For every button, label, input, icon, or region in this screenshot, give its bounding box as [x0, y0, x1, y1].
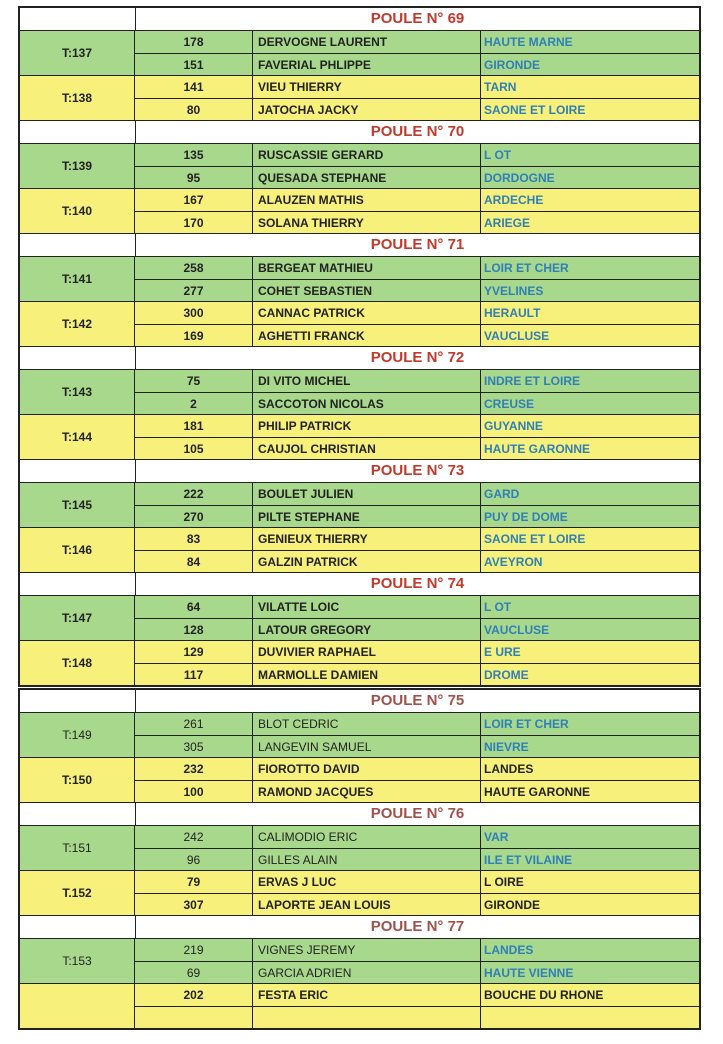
table-group	[20, 984, 699, 1028]
player-row	[135, 211, 699, 233]
player-department: E URE	[484, 645, 521, 659]
player-row	[135, 641, 699, 663]
player-row	[135, 279, 699, 301]
poule-title: POULE N° 71	[370, 236, 465, 253]
header-blank-cell	[20, 690, 136, 712]
header-blank-cell	[20, 234, 136, 256]
poule-header	[20, 690, 699, 713]
poule-header	[20, 803, 699, 826]
player-row	[135, 939, 699, 961]
player-rows	[135, 758, 699, 802]
player-name: BOULET JULIEN	[253, 483, 481, 505]
player-row	[135, 848, 699, 870]
player-department: SAONE ET LOIRE	[484, 532, 586, 546]
player-number: 100	[135, 781, 253, 802]
table-number: T:148	[20, 641, 135, 685]
player-name: FIOROTTO DAVID	[253, 758, 481, 780]
player-row	[135, 528, 699, 550]
header-blank-cell	[20, 347, 136, 369]
player-number: 96	[135, 849, 253, 870]
player-rows	[135, 713, 699, 757]
player-number: 181	[135, 415, 253, 437]
poule-title: POULE N° 73	[370, 462, 465, 479]
player-number: 141	[135, 76, 253, 98]
table-group	[20, 483, 699, 528]
player-row	[135, 166, 699, 188]
table-number: T:146	[20, 528, 135, 572]
player-row	[135, 53, 699, 75]
player-name: PILTE STEPHANE	[253, 506, 481, 527]
player-row	[135, 392, 699, 414]
player-name: LANGEVIN SAMUEL	[253, 736, 481, 757]
player-name: SOLANA THIERRY	[253, 212, 481, 233]
table-group	[20, 939, 699, 984]
player-number: 258	[135, 257, 253, 279]
table-number: T:137	[20, 31, 135, 75]
poule-header	[20, 234, 699, 257]
player-number: 80	[135, 99, 253, 120]
player-name: VILATTE LOIC	[253, 596, 481, 618]
player-row	[135, 735, 699, 757]
table-group	[20, 826, 699, 871]
player-name: GILLES ALAIN	[253, 849, 481, 870]
table-number	[20, 984, 135, 1028]
player-rows	[135, 984, 699, 1028]
player-name: DI VITO MICHEL	[253, 370, 481, 392]
poule-title: POULE N° 69	[370, 10, 465, 27]
player-department: GARD	[484, 487, 520, 501]
player-name: GENIEUX THIERRY	[253, 528, 481, 550]
player-name: VIEU THIERRY	[253, 76, 481, 98]
player-number: 169	[135, 325, 253, 346]
player-rows	[135, 871, 699, 915]
player-number: 135	[135, 144, 253, 166]
player-name: AGHETTI FRANCK	[253, 325, 481, 346]
table-group	[20, 302, 699, 347]
poule-header	[20, 460, 699, 483]
header-blank-cell	[20, 803, 136, 825]
player-row	[135, 144, 699, 166]
table-number: T:144	[20, 415, 135, 459]
table-group	[20, 758, 699, 803]
table-group	[20, 713, 699, 758]
player-department: DORDOGNE	[484, 171, 555, 185]
player-department: CREUSE	[484, 397, 535, 411]
player-number: 178	[135, 31, 253, 53]
player-department: PUY DE DOME	[484, 510, 568, 524]
player-row	[135, 663, 699, 685]
table-number: T:140	[20, 189, 135, 233]
player-number: 64	[135, 596, 253, 618]
table-group	[20, 257, 699, 302]
player-number: 79	[135, 871, 253, 893]
player-name: JATOCHA JACKY	[253, 99, 481, 120]
player-number: 307	[135, 894, 253, 915]
player-name: DERVOGNE LAURENT	[253, 31, 481, 53]
player-number: 2	[135, 393, 253, 414]
player-row	[135, 257, 699, 279]
player-row	[135, 826, 699, 848]
player-number: 128	[135, 619, 253, 640]
player-rows	[135, 826, 699, 870]
header-blank-cell	[20, 460, 136, 482]
header-blank-cell	[20, 573, 136, 595]
player-row	[135, 984, 699, 1006]
player-rows	[135, 257, 699, 301]
player-name: DUVIVIER RAPHAEL	[253, 641, 481, 663]
player-department: ILE ET VILAINE	[484, 853, 573, 867]
player-department: INDRE ET LOIRE	[484, 374, 581, 388]
player-department: LOIR ET CHER	[484, 261, 569, 275]
player-number: 69	[135, 962, 253, 983]
poule-title: POULE N° 74	[370, 575, 465, 592]
player-number: 75	[135, 370, 253, 392]
table-group	[20, 641, 699, 685]
player-number: 167	[135, 189, 253, 211]
player-row	[135, 596, 699, 618]
player-department: YVELINES	[484, 284, 544, 298]
player-row	[135, 1006, 699, 1028]
player-name: LAPORTE JEAN LOUIS	[253, 894, 481, 915]
player-row	[135, 961, 699, 983]
player-name: RUSCASSIE GERARD	[253, 144, 481, 166]
poule-title: POULE N° 70	[370, 123, 465, 140]
player-rows	[135, 76, 699, 120]
player-department: DROME	[484, 668, 529, 682]
table-number: T:147	[20, 596, 135, 640]
player-name: CAUJOL CHRISTIAN	[253, 438, 481, 459]
player-rows	[135, 31, 699, 75]
pool-sheet-2	[18, 688, 701, 1030]
poule-header	[20, 347, 699, 370]
player-number: 242	[135, 826, 253, 848]
player-department: ARDECHE	[484, 193, 544, 207]
player-department: AVEYRON	[484, 555, 543, 569]
player-number: 170	[135, 212, 253, 233]
table-group	[20, 76, 699, 121]
table-number: T:149	[20, 713, 135, 757]
player-row	[135, 505, 699, 527]
table-number: T:139	[20, 144, 135, 188]
player-number: 83	[135, 528, 253, 550]
player-number: 202	[135, 984, 253, 1006]
player-name	[253, 1007, 481, 1028]
player-department: LANDES	[484, 762, 534, 776]
player-name: LATOUR GREGORY	[253, 619, 481, 640]
player-department: VAR	[484, 830, 509, 844]
player-department: ARIEGE	[484, 216, 531, 230]
table-number: T:138	[20, 76, 135, 120]
table-number: T:145	[20, 483, 135, 527]
player-name: COHET SEBASTIEN	[253, 280, 481, 301]
player-department: HERAULT	[484, 306, 541, 320]
table-group	[20, 871, 699, 916]
player-name: GARCIA ADRIEN	[253, 962, 481, 983]
player-number: 95	[135, 167, 253, 188]
player-number: 129	[135, 641, 253, 663]
player-name: BLOT CEDRIC	[253, 713, 481, 735]
player-row	[135, 324, 699, 346]
player-department: LOIR ET CHER	[484, 717, 569, 731]
player-department: SAONE ET LOIRE	[484, 103, 586, 117]
table-number: T:142	[20, 302, 135, 346]
player-number: 300	[135, 302, 253, 324]
table-number: T:153	[20, 939, 135, 983]
player-rows	[135, 415, 699, 459]
player-department: HAUTE GARONNE	[484, 442, 591, 456]
player-department: BOUCHE DU RHONE	[484, 988, 604, 1002]
player-row	[135, 483, 699, 505]
player-number: 105	[135, 438, 253, 459]
player-row	[135, 189, 699, 211]
player-department: HAUTE VIENNE	[484, 966, 574, 980]
player-rows	[135, 596, 699, 640]
player-number: 277	[135, 280, 253, 301]
player-rows	[135, 641, 699, 685]
player-department: HAUTE GARONNE	[484, 785, 591, 799]
player-department: HAUTE MARNE	[484, 35, 573, 49]
player-department: GIRONDE	[484, 898, 541, 912]
player-department: VAUCLUSE	[484, 329, 550, 343]
player-number: 222	[135, 483, 253, 505]
player-number	[135, 1007, 253, 1028]
player-rows	[135, 528, 699, 572]
player-number: 219	[135, 939, 253, 961]
table-group	[20, 596, 699, 641]
player-department: NIEVRE	[484, 740, 529, 754]
player-row	[135, 415, 699, 437]
player-name: CALIMODIO ERIC	[253, 826, 481, 848]
player-name: ERVAS J LUC	[253, 871, 481, 893]
table-number: T.152	[20, 871, 135, 915]
player-row	[135, 98, 699, 120]
table-number: T:143	[20, 370, 135, 414]
player-rows	[135, 939, 699, 983]
player-name: MARMOLLE DAMIEN	[253, 664, 481, 685]
player-department: GUYANNE	[484, 419, 543, 433]
player-number: 270	[135, 506, 253, 527]
table-group	[20, 189, 699, 234]
player-name: RAMOND JACQUES	[253, 781, 481, 802]
player-row	[135, 618, 699, 640]
player-row	[135, 758, 699, 780]
table-group	[20, 528, 699, 573]
player-department: L OT	[484, 600, 512, 614]
table-group	[20, 31, 699, 76]
player-department: L OT	[484, 148, 512, 162]
player-name: CANNAC PATRICK	[253, 302, 481, 324]
poule-header	[20, 121, 699, 144]
player-name: PHILIP PATRICK	[253, 415, 481, 437]
player-number: 305	[135, 736, 253, 757]
player-number: 84	[135, 551, 253, 572]
player-number: 232	[135, 758, 253, 780]
player-department: TARN	[484, 80, 517, 94]
player-department: LANDES	[484, 943, 534, 957]
table-group	[20, 370, 699, 415]
player-department: L OIRE	[484, 875, 524, 889]
player-row	[135, 780, 699, 802]
player-row	[135, 871, 699, 893]
table-number: T:151	[20, 826, 135, 870]
poule-header	[20, 916, 699, 939]
table-number: T:141	[20, 257, 135, 301]
player-rows	[135, 144, 699, 188]
player-row	[135, 76, 699, 98]
player-number: 151	[135, 54, 253, 75]
player-name: VIGNES JEREMY	[253, 939, 481, 961]
poule-header	[20, 8, 699, 31]
player-name: ALAUZEN MATHIS	[253, 189, 481, 211]
player-rows	[135, 302, 699, 346]
player-number: 261	[135, 713, 253, 735]
poule-title: POULE N° 76	[370, 805, 465, 822]
table-number: T:150	[20, 758, 135, 802]
pool-sheet-1	[18, 6, 701, 687]
player-row	[135, 713, 699, 735]
player-name: SACCOTON NICOLAS	[253, 393, 481, 414]
player-department	[481, 1007, 699, 1028]
player-row	[135, 550, 699, 572]
player-row	[135, 437, 699, 459]
player-name: FESTA ERIC	[253, 984, 481, 1006]
poule-header	[20, 573, 699, 596]
poule-title: POULE N° 75	[370, 692, 465, 709]
player-row	[135, 302, 699, 324]
table-group	[20, 144, 699, 189]
player-name: BERGEAT MATHIEU	[253, 257, 481, 279]
player-row	[135, 893, 699, 915]
header-blank-cell	[20, 121, 136, 143]
player-name: GALZIN PATRICK	[253, 551, 481, 572]
player-name: QUESADA STEPHANE	[253, 167, 481, 188]
player-rows	[135, 189, 699, 233]
poule-title: POULE N° 77	[370, 918, 465, 935]
table-group	[20, 415, 699, 460]
player-rows	[135, 370, 699, 414]
header-blank-cell	[20, 916, 136, 938]
poule-title: POULE N° 72	[370, 349, 465, 366]
player-name: FAVERIAL PHLIPPE	[253, 54, 481, 75]
player-department: GIRONDE	[484, 58, 541, 72]
player-rows	[135, 483, 699, 527]
player-department: VAUCLUSE	[484, 623, 550, 637]
player-number: 117	[135, 664, 253, 685]
player-row	[135, 370, 699, 392]
header-blank-cell	[20, 8, 136, 30]
player-row	[135, 31, 699, 53]
